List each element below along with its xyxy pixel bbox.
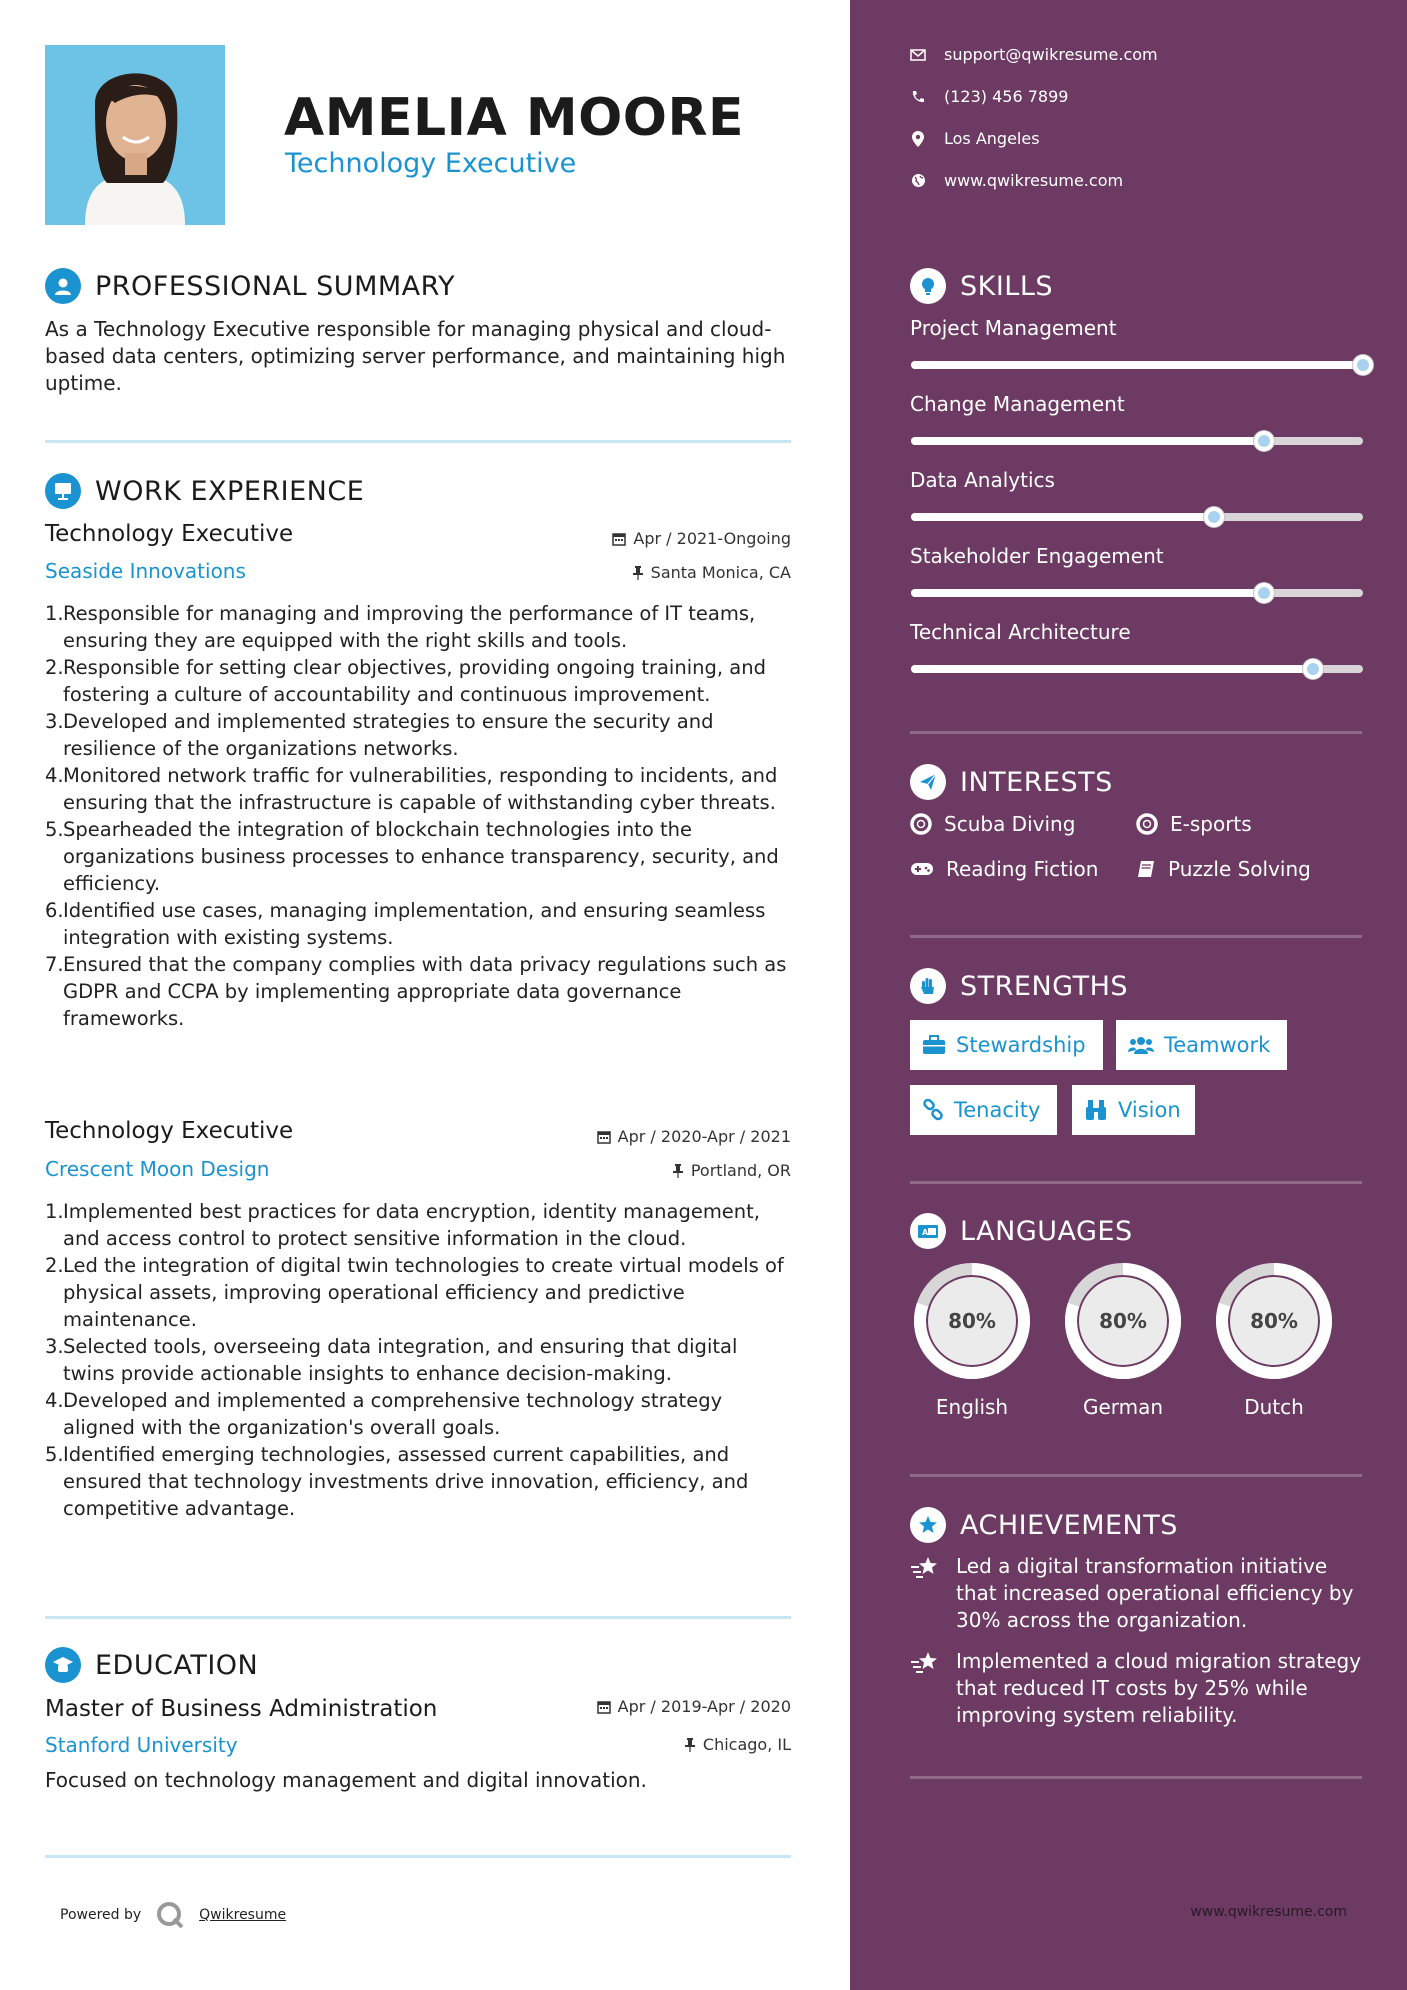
summary-heading: PROFESSIONAL SUMMARY xyxy=(95,270,456,302)
section-divider xyxy=(45,1855,791,1858)
paper-plane-icon xyxy=(910,764,946,800)
skills-header xyxy=(910,268,1053,304)
calendar-icon xyxy=(597,1700,611,1714)
language-item xyxy=(910,1259,1034,1419)
skill-label: Change Management xyxy=(910,392,1125,416)
lightbulb-icon xyxy=(910,268,946,304)
contact-location-text: Los Angeles xyxy=(944,129,1040,148)
shooting-star-icon xyxy=(910,1553,944,1634)
section-divider xyxy=(910,1181,1362,1184)
job-location-text: Santa Monica, CA xyxy=(650,563,791,582)
job-company: Crescent Moon Design xyxy=(45,1157,270,1181)
profile-photo xyxy=(45,45,225,225)
job-dates xyxy=(612,529,791,548)
skill-bar xyxy=(911,361,1363,369)
language-percent: 80% xyxy=(948,1309,996,1333)
contact-phone-text: (123) 456 7899 xyxy=(944,87,1069,106)
skills-heading: SKILLS xyxy=(960,270,1054,302)
pin-icon xyxy=(632,566,644,580)
list-item: 1. Responsible for managing and improving the performance of IT teams, ensuring they are equipped with the right skills and tools. xyxy=(45,602,756,652)
list-item: 3. Selected tools, overseeing data integration, and ensuring that digital twins provide actionable insights to enhance decision-making. xyxy=(45,1335,738,1385)
section-divider xyxy=(45,440,791,443)
contact-email[interactable] xyxy=(910,45,1158,64)
job-title: Technology Executive xyxy=(45,1118,294,1144)
language-icon xyxy=(910,1213,946,1249)
skill-bar xyxy=(911,589,1363,597)
contact-phone[interactable] xyxy=(910,87,1068,106)
interest-item: Reading Fiction xyxy=(910,857,1098,881)
globe-icon xyxy=(910,173,926,189)
skill-label: Technical Architecture xyxy=(910,620,1131,644)
user-icon xyxy=(45,268,81,304)
job-dates-text: Apr / 2021-Ongoing xyxy=(633,529,791,548)
job-location xyxy=(672,1161,791,1180)
qwikresume-link[interactable]: Qwikresume xyxy=(199,1907,287,1923)
education-heading: EDUCATION xyxy=(95,1649,259,1681)
school-name: Stanford University xyxy=(45,1733,238,1757)
summary-header xyxy=(45,268,455,304)
link-icon xyxy=(922,1099,944,1121)
strengths-header xyxy=(910,968,1128,1004)
binoculars-icon xyxy=(1084,1099,1108,1121)
interests-header xyxy=(910,764,1113,800)
language-name: English xyxy=(935,1395,1009,1419)
interest-item: Puzzle Solving xyxy=(1136,857,1311,881)
languages-heading: LANGUAGES xyxy=(960,1215,1133,1247)
skill-label: Project Management xyxy=(910,316,1117,340)
education-description: Focused on technology management and digital innovation. xyxy=(45,1768,647,1792)
calendar-icon xyxy=(612,532,626,546)
candidate-title: Technology Executive xyxy=(285,148,577,179)
language-percent: 80% xyxy=(1250,1309,1298,1333)
skill-slider-knob xyxy=(1254,431,1274,451)
contact-email-text: support@qwikresume.com xyxy=(944,45,1158,64)
job-bullets xyxy=(45,600,795,1032)
section-divider xyxy=(45,1616,791,1619)
education-header xyxy=(45,1647,258,1683)
list-item: 5. Spearheaded the integration of blockchain technologies into the organizations business processes to enhance transparency, security, and efficiency. xyxy=(45,818,779,895)
skill-slider-knob xyxy=(1254,583,1274,603)
skill-slider-knob xyxy=(1204,507,1224,527)
contact-website-text: www.qwikresume.com xyxy=(944,171,1124,190)
list-item: 7. Ensured that the company complies with data privacy regulations such as GDPR and CCPA by implementing appropriate data governance frameworks. xyxy=(45,953,787,1030)
list-item: 2. Responsible for setting clear objectives, providing ongoing training, and fostering a culture of accountability and continuous improvement. xyxy=(45,656,766,706)
book-icon xyxy=(1136,859,1156,879)
pin-icon xyxy=(684,1738,696,1752)
strength-badge: Stewardship xyxy=(910,1020,1103,1070)
users-icon xyxy=(1128,1035,1154,1055)
degree-title: Master of Business Administration xyxy=(45,1696,438,1722)
phone-icon xyxy=(910,89,926,105)
interest-item: Scuba Diving xyxy=(910,812,1075,836)
skill-bar-fill xyxy=(911,513,1214,521)
gamepad-icon xyxy=(910,861,934,877)
life-ring-icon xyxy=(1136,813,1158,835)
skill-bar-fill xyxy=(911,665,1313,673)
achievement-item: Implemented a cloud migration strategy that reduced IT costs by 25% while improving system reliability. xyxy=(910,1648,1362,1729)
list-item: 2. Led the integration of digital twin technologies to create virtual models of physical assets, improving operational efficiency and predictive maintenance. xyxy=(45,1254,784,1331)
section-divider xyxy=(910,1776,1362,1779)
job-bullets xyxy=(45,1198,795,1522)
list-item: 5. Identified emerging technologies, assessed current capabilities, and ensured that technology investments drive innovation, efficiency, and competitive advantage. xyxy=(45,1443,749,1520)
skill-bar-fill xyxy=(911,589,1264,597)
qwikresume-logo-icon xyxy=(155,1900,185,1930)
language-percent: 80% xyxy=(1099,1309,1147,1333)
skill-label: Data Analytics xyxy=(910,468,1055,492)
language-name: German xyxy=(1082,1395,1164,1419)
list-item: 4. Monitored network traffic for vulnerabilities, responding to incidents, and ensuring that the infrastructure is capable of withstanding cyber threats. xyxy=(45,764,778,814)
language-item xyxy=(1212,1259,1336,1419)
contact-website[interactable] xyxy=(910,171,1123,190)
job-dates-text: Apr / 2020-Apr / 2021 xyxy=(617,1127,791,1146)
achievements-header xyxy=(910,1507,1178,1543)
pin-icon xyxy=(672,1164,684,1178)
summary-text: As a Technology Executive responsible for managing physical and cloud-based data centers, optimizing server performance, and maintaining high uptime. xyxy=(45,317,786,395)
experience-header xyxy=(45,473,364,509)
list-item: 4. Developed and implemented a comprehensive technology strategy aligned with the organization's overall goals. xyxy=(45,1389,723,1439)
section-divider xyxy=(910,1474,1362,1477)
experience-heading: WORK EXPERIENCE xyxy=(95,475,365,507)
calendar-icon xyxy=(597,1130,611,1144)
education-location xyxy=(684,1735,791,1754)
skill-label: Stakeholder Engagement xyxy=(910,544,1164,568)
powered-by xyxy=(60,1900,286,1930)
life-ring-icon xyxy=(910,813,932,835)
hand-icon xyxy=(910,968,946,1004)
sidebar xyxy=(850,0,1407,1990)
skill-slider-knob xyxy=(1303,659,1323,679)
job-company: Seaside Innovations xyxy=(45,559,246,583)
list-item: 6. Identified use cases, managing implementation, and ensuring seamless integration with existing systems. xyxy=(45,899,766,949)
map-marker-icon xyxy=(910,131,926,147)
strength-badge: Vision xyxy=(1072,1085,1195,1135)
interest-item: E-sports xyxy=(1136,812,1252,836)
briefcase-icon xyxy=(922,1035,946,1055)
skill-bar-fill xyxy=(911,361,1363,369)
section-divider xyxy=(910,935,1362,938)
star-badge-icon xyxy=(910,1507,946,1543)
presentation-icon xyxy=(45,473,81,509)
skill-bar xyxy=(911,437,1363,445)
job-dates xyxy=(597,1127,791,1146)
education-dates xyxy=(597,1697,791,1716)
job-title: Technology Executive xyxy=(45,521,294,547)
list-item: 1. Implemented best practices for data encryption, identity management, and access control to protect sensitive information in the cloud. xyxy=(45,1200,761,1250)
job-location-text: Portland, OR xyxy=(690,1161,791,1180)
strength-badge: Tenacity xyxy=(910,1085,1057,1135)
powered-by-label: Powered by xyxy=(60,1907,142,1923)
job-location xyxy=(632,563,791,582)
language-name: Dutch xyxy=(1244,1395,1304,1419)
candidate-name: AMELIA MOORE xyxy=(284,88,745,148)
list-item: 3. Developed and implemented strategies to ensure the security and resilience of the organizations networks. xyxy=(45,710,714,760)
skill-bar xyxy=(911,665,1363,673)
section-divider xyxy=(910,731,1362,734)
shooting-star-icon xyxy=(910,1648,944,1729)
strength-badge: Teamwork xyxy=(1116,1020,1287,1070)
skill-bar-fill xyxy=(911,437,1264,445)
graduate-icon xyxy=(45,1647,81,1683)
language-item xyxy=(1061,1259,1185,1419)
footer-website[interactable]: www.qwikresume.com xyxy=(1190,1904,1347,1920)
education-dates-text: Apr / 2019-Apr / 2020 xyxy=(617,1697,791,1716)
skill-bar xyxy=(911,513,1363,521)
interests-heading: INTERESTS xyxy=(960,766,1113,798)
envelope-icon xyxy=(910,47,926,63)
contact-location xyxy=(910,129,1040,148)
achievements-heading: ACHIEVEMENTS xyxy=(960,1509,1178,1541)
languages-header xyxy=(910,1213,1133,1249)
education-location-text: Chicago, IL xyxy=(702,1735,791,1754)
achievement-item: Led a digital transformation initiative that increased operational efficiency by 30% across the organization. xyxy=(910,1553,1362,1634)
skill-slider-knob xyxy=(1353,355,1373,375)
strengths-heading: STRENGTHS xyxy=(960,970,1129,1002)
svg-text:A: A xyxy=(922,1228,929,1237)
